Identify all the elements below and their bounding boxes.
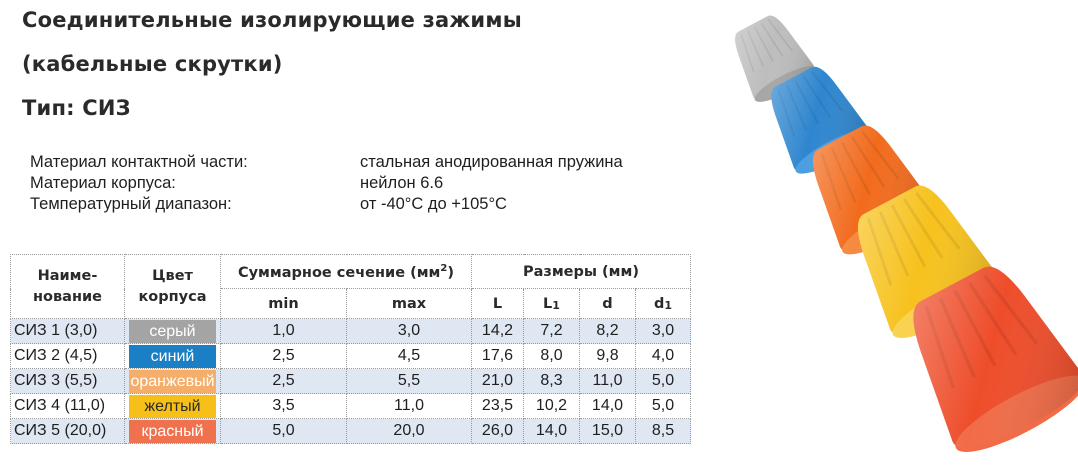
cell-L: 14,2 [472,319,524,344]
cell-max: 5,5 [347,369,472,394]
cell-d: 15,0 [580,419,636,444]
cell-d: 14,0 [580,394,636,419]
cell-min: 1,0 [221,319,347,344]
color-badge: оранжевый [129,370,216,393]
header-color-line2: корпуса [138,288,207,305]
type-heading: Тип: СИЗ [22,96,131,120]
header-section-close: ) [447,264,455,281]
property-value: от -40°С до +105°С [360,195,507,213]
cell-min: 3,5 [221,394,347,419]
cell-color [125,344,221,369]
cell-name: СИЗ 3 (5,5) [11,369,125,394]
cell-max: 11,0 [347,394,472,419]
cell-d1: 8,5 [636,419,691,444]
header-color [125,255,221,319]
header-dimensions: Размеры (мм) [472,255,691,289]
header-section [221,255,472,289]
property-temperature-range [30,194,690,215]
cell-min: 5,0 [221,419,347,444]
table-row [11,344,691,369]
header-L1-sub: 1 [552,298,560,312]
cell-name: СИЗ 4 (11,0) [11,394,125,419]
cell-name: СИЗ 1 (3,0) [11,319,125,344]
cell-color [125,319,221,344]
cell-d1: 3,0 [636,319,691,344]
cell-L1: 8,3 [524,369,580,394]
color-badge: желтый [129,395,216,418]
cell-name: СИЗ 2 (4,5) [11,344,125,369]
color-badge: серый [129,320,216,343]
cell-d1: 5,0 [636,369,691,394]
page-title: Соединительные изолирующие зажимы [22,8,522,32]
product-image [690,0,1078,471]
property-label: Температурный диапазон: [30,195,232,213]
header-L: L [472,289,524,319]
property-body-material [30,173,690,194]
cell-L1: 7,2 [524,319,580,344]
table-row [11,394,691,419]
cell-d: 11,0 [580,369,636,394]
cell-L: 23,5 [472,394,524,419]
header-max: max [347,289,472,319]
property-label: Материал корпуса: [30,174,176,192]
header-color-line1: Цвет [152,267,193,284]
cell-name: СИЗ 5 (20,0) [11,419,125,444]
table-row [11,319,691,344]
property-value: нейлон 6.6 [360,174,444,192]
header-name-line2: нование [33,288,102,305]
cell-L1: 10,2 [524,394,580,419]
header-d: d [580,289,636,319]
spec-table [10,254,691,444]
page-subtitle: (кабельные скрутки) [22,52,283,76]
cell-min: 2,5 [221,369,347,394]
cell-max: 3,0 [347,319,472,344]
cell-L: 26,0 [472,419,524,444]
property-contact-material [30,152,690,173]
header-name-line1: Наиме- [37,267,98,284]
property-value: стальная анодированная пружина [360,153,623,171]
cell-d: 9,8 [580,344,636,369]
header-min: min [221,289,347,319]
cell-max: 4,5 [347,344,472,369]
cell-max: 20,0 [347,419,472,444]
cell-L: 17,6 [472,344,524,369]
header-d1-base: d [653,295,665,312]
cell-d: 8,2 [580,319,636,344]
header-d1-sub: 1 [664,298,673,312]
table-row [11,419,691,444]
cell-color [125,369,221,394]
header-section-sup: 2 [440,262,448,274]
property-label: Материал контактной части: [30,153,248,171]
cell-min: 2,5 [221,344,347,369]
header-d1 [636,289,691,319]
color-badge: синий [129,345,216,368]
cell-color [125,419,221,444]
header-name [11,255,125,319]
table-row [11,369,691,394]
header-section-text: Суммарное сечение (мм [237,264,441,281]
cell-d1: 4,0 [636,344,691,369]
cell-color [125,394,221,419]
cell-d1: 5,0 [636,394,691,419]
cell-L: 21,0 [472,369,524,394]
header-L1-base: L [543,295,553,312]
cell-L1: 8,0 [524,344,580,369]
cell-L1: 14,0 [524,419,580,444]
color-badge: красный [129,420,216,443]
properties-list [30,152,690,215]
header-L1 [524,289,580,319]
